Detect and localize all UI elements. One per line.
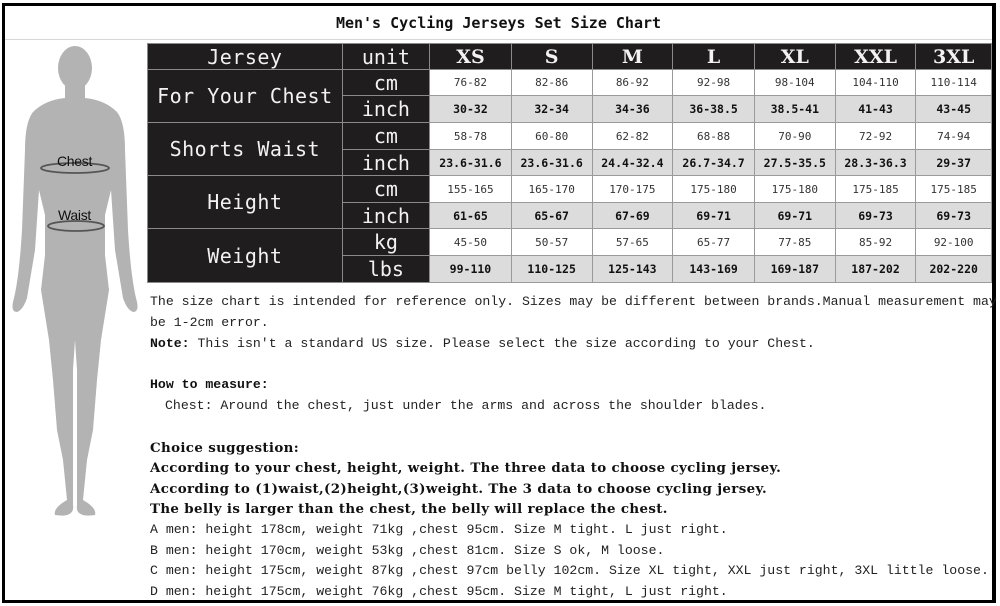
- how-to-measure-heading: How to measure:: [150, 377, 269, 393]
- note-label: Note:: [150, 335, 190, 351]
- value-cell: 104-110: [835, 70, 916, 96]
- size-table: [147, 43, 992, 283]
- value-cell: 86-92: [592, 70, 673, 96]
- value-cell: 92-100: [916, 229, 992, 256]
- value-cell: 165-170: [511, 176, 592, 203]
- value-cell: 45-50: [430, 229, 512, 256]
- value-cell: 57-65: [592, 229, 673, 256]
- value-cell: 169-187: [754, 256, 835, 283]
- value-cell: 77-85: [754, 229, 835, 256]
- unit-cell: lbs: [342, 256, 429, 283]
- table-row: [148, 176, 992, 203]
- value-cell: 65-67: [511, 203, 592, 229]
- value-cell: 38.5-41: [754, 96, 835, 123]
- value-cell: 61-65: [430, 203, 512, 229]
- value-cell: 70-90: [754, 123, 835, 150]
- header-size-l: L: [673, 44, 755, 70]
- value-cell: 67-69: [592, 203, 673, 229]
- header-size-xxl: XXL: [835, 44, 916, 70]
- value-cell: 202-220: [916, 256, 992, 283]
- value-cell: 23.6-31.6: [511, 150, 592, 176]
- group-label-weight: Weight: [148, 229, 343, 283]
- value-cell: 69-73: [835, 203, 916, 229]
- value-cell: 85-92: [835, 229, 916, 256]
- choice-line: According to your chest, height, weight. The three data to choose cycling jersey.: [150, 460, 782, 477]
- body-silhouette-icon: [5, 40, 145, 600]
- value-cell: 23.6-31.6: [430, 150, 512, 176]
- size-chart-frame: [2, 3, 996, 603]
- header-jersey: Jersey: [148, 44, 343, 70]
- unit-cell: inch: [342, 96, 429, 123]
- value-cell: 62-82: [592, 123, 673, 150]
- value-cell: 155-165: [430, 176, 512, 203]
- value-cell: 32-34: [511, 96, 592, 123]
- value-cell: 24.4-32.4: [592, 150, 673, 176]
- body-measurement-figure: [5, 40, 145, 600]
- example-line: D men: height 175cm, weight 76kg ,chest 95cm. Size M tight, L just right.: [150, 583, 728, 599]
- group-label-chest: For Your Chest: [148, 70, 343, 123]
- table-row: [148, 123, 992, 150]
- unit-cell: cm: [342, 176, 429, 203]
- group-label-height: Height: [148, 176, 343, 229]
- choice-line: The belly is larger than the chest, the belly will replace the chest.: [150, 501, 668, 518]
- table-header-row: [148, 44, 992, 70]
- value-cell: 43-45: [916, 96, 992, 123]
- value-cell: 187-202: [835, 256, 916, 283]
- unit-cell: cm: [342, 123, 429, 150]
- chest-label: Chest: [57, 153, 93, 169]
- value-cell: 175-180: [754, 176, 835, 203]
- value-cell: 175-185: [916, 176, 992, 203]
- choice-line: According to (1)waist,(2)height,(3)weight. The 3 data to choose cycling jersey.: [150, 480, 768, 497]
- notes-section: [150, 292, 995, 602]
- value-cell: 69-73: [916, 203, 992, 229]
- value-cell: 175-180: [673, 176, 755, 203]
- header-size-m: M: [592, 44, 673, 70]
- table-row: [148, 70, 992, 96]
- unit-cell: kg: [342, 229, 429, 256]
- value-cell: 110-114: [916, 70, 992, 96]
- value-cell: 60-80: [511, 123, 592, 150]
- example-line: B men: height 170cm, weight 53kg ,chest 81cm. Size S ok, M loose.: [150, 542, 665, 558]
- header-size-3xl: 3XL: [916, 44, 992, 70]
- header-size-xs: XS: [430, 44, 512, 70]
- disclaimer-line-2: be 1-2cm error.: [150, 314, 269, 330]
- value-cell: 143-169: [673, 256, 755, 283]
- value-cell: 175-185: [835, 176, 916, 203]
- example-line: A men: height 178cm, weight 71kg ,chest 95cm. Size M tight. L just right.: [150, 521, 728, 537]
- value-cell: 72-92: [835, 123, 916, 150]
- how-to-measure-chest: Chest: Around the chest, just under the arms and across the shoulder blades.: [165, 397, 767, 413]
- value-cell: 99-110: [430, 256, 512, 283]
- header-size-xl: XL: [754, 44, 835, 70]
- unit-cell: inch: [342, 203, 429, 229]
- value-cell: 92-98: [673, 70, 755, 96]
- value-cell: 58-78: [430, 123, 512, 150]
- value-cell: 98-104: [754, 70, 835, 96]
- value-cell: 34-36: [592, 96, 673, 123]
- group-label-waist: Shorts Waist: [148, 123, 343, 176]
- unit-cell: cm: [342, 70, 429, 96]
- example-line: C men: height 175cm, weight 87kg ,chest 97cm belly 102cm. Size XL tight, XXL just right, 3XL little loose.: [150, 563, 989, 579]
- header-size-s: S: [511, 44, 592, 70]
- unit-cell: inch: [342, 150, 429, 176]
- value-cell: 30-32: [430, 96, 512, 123]
- value-cell: 29-37: [916, 150, 992, 176]
- value-cell: 65-77: [673, 229, 755, 256]
- waist-label: Waist: [58, 207, 91, 223]
- value-cell: 170-175: [592, 176, 673, 203]
- header-unit: unit: [342, 44, 429, 70]
- chart-title: Men's Cycling Jerseys Set Size Chart: [5, 6, 992, 40]
- value-cell: 68-88: [673, 123, 755, 150]
- choice-heading: Choice suggestion:: [150, 439, 299, 456]
- value-cell: 76-82: [430, 70, 512, 96]
- disclaimer-line-1: The size chart is intended for reference only. Sizes may be different between brands.Manual measurement may: [150, 294, 997, 309]
- value-cell: 69-71: [754, 203, 835, 229]
- value-cell: 69-71: [673, 203, 755, 229]
- note-line: [150, 334, 995, 355]
- value-cell: 125-143: [592, 256, 673, 283]
- note-text: This isn't a standard US size. Please select the size according to your Chest.: [189, 335, 815, 351]
- value-cell: 74-94: [916, 123, 992, 150]
- value-cell: 50-57: [511, 229, 592, 256]
- value-cell: 36-38.5: [673, 96, 755, 123]
- value-cell: 28.3-36.3: [835, 150, 916, 176]
- value-cell: 110-125: [511, 256, 592, 283]
- value-cell: 41-43: [835, 96, 916, 123]
- value-cell: 27.5-35.5: [754, 150, 835, 176]
- value-cell: 26.7-34.7: [673, 150, 755, 176]
- table-row: [148, 229, 992, 256]
- value-cell: 82-86: [511, 70, 592, 96]
